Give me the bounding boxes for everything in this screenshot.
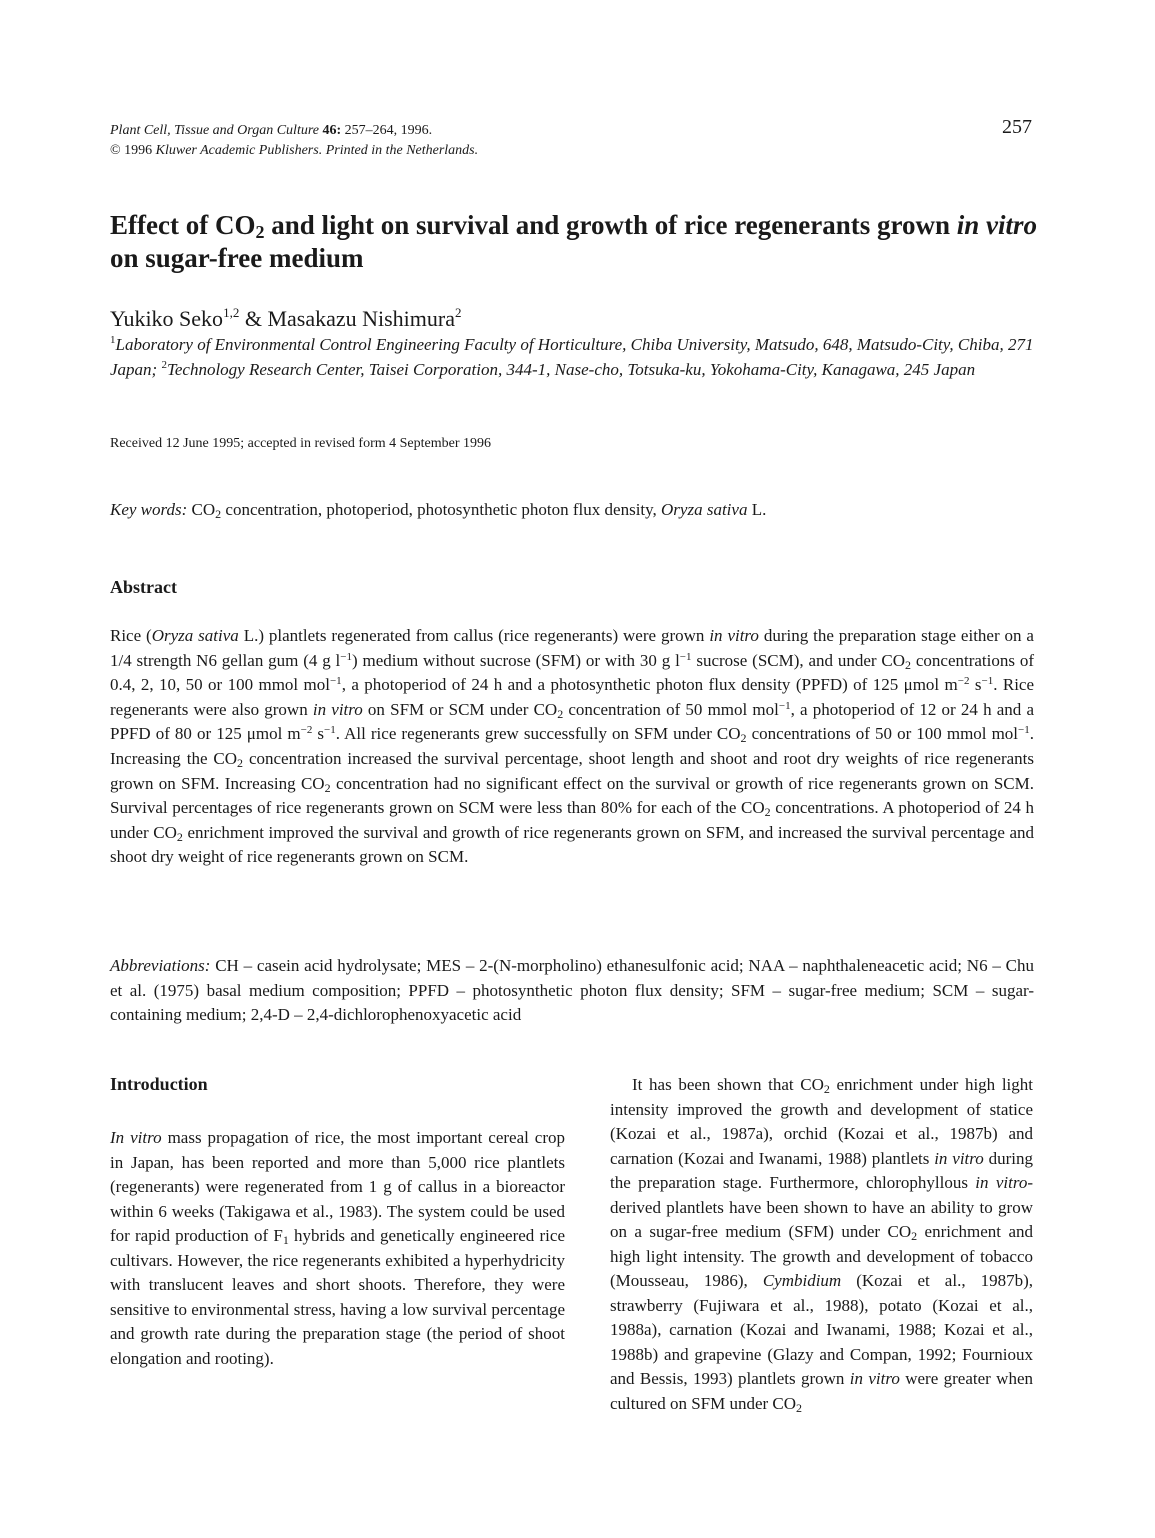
text-segment: enrichment and high light intensity. The growth and development of tobacco (Mousseau, 1986), <box>610 1222 1033 1290</box>
title-part2: and light on survival and growth of rice regenerants grown <box>264 210 957 240</box>
text-segment: 1 <box>282 1233 289 1247</box>
journal-citation <box>110 121 810 161</box>
journal-volume: 46: <box>322 123 342 138</box>
introduction-heading: Introduction <box>110 1074 208 1094</box>
text-segment: −1 <box>329 675 342 688</box>
text-segment: 2 <box>740 731 747 746</box>
text-segment: -derived plantlets have been shown to have an ability to grow on a sugar-free medium (SFM) under CO <box>610 1173 1033 1241</box>
text-segment: , a photoperiod of 12 or 24 h and a PPFD of 80 or 125 μmol m <box>110 699 1034 744</box>
text-segment: L.) plantlets regenerated from callus (rice regenerants) were grown <box>238 626 710 645</box>
author-list <box>110 305 1030 333</box>
text-segment: enrichment under high light intensity improved the growth and development of statice (Kozai et al., 1987a), orchid (Kozai et al., 1987b) and carnation (Kozai and Iwanami, 1988) plantlets <box>610 1075 1033 1168</box>
text-segment: ) medium without sucrose (SFM) or with 30 g l <box>352 650 680 670</box>
text-segment: −1 <box>324 724 336 737</box>
text-segment: It has been shown that CO <box>632 1075 824 1094</box>
keywords-text-1: CO <box>187 500 216 519</box>
author-2: Masakazu Nishimura <box>267 306 455 331</box>
journal-pages: 257–264, 1996. <box>344 123 433 138</box>
text-segment: 2 <box>796 1400 803 1415</box>
paper-title <box>110 209 1060 275</box>
author-1-affiliation: 1,2 <box>223 305 240 320</box>
text-segment: In vitro <box>110 1128 162 1147</box>
text-segment: −1 <box>340 650 352 663</box>
text-segment: 2 <box>911 1229 918 1243</box>
text-segment: 2 <box>237 755 244 770</box>
text-segment: enrichment improved the survival and growth of rice regenerants grown on SFM, and increased the survival percentage and shoot dry weight of rice regenerants grown on SCM. <box>110 822 1034 867</box>
text-segment: concentrations. A photoperiod of 24 h under CO <box>110 798 1035 842</box>
received-dates: Received 12 June 1995; accepted in revised form 4 September 1996 <box>110 436 491 451</box>
keywords <box>110 498 1040 522</box>
text-segment: (Kozai et al., 1987b), strawberry (Fujiwara et al., 1988), potato (Kozai et al., 1988a), carnation (Kozai and Iwanami, 1988; Kozai et al., 1988b) and grapevine (Glazy and Compan, 1992; Fournioux and Bessis, 1993) plantlets grown <box>610 1271 1033 1388</box>
text-segment: Rice ( <box>110 626 152 645</box>
text-segment: 2 <box>557 706 564 721</box>
journal-name: Plant Cell, Tissue and Organ Culture <box>110 123 319 138</box>
copyright-year: 1996 <box>124 143 153 158</box>
copyright-symbol: © <box>110 143 121 158</box>
text-segment: in vitro <box>849 1369 900 1388</box>
text-segment: mass propagation of rice, the most important cereal crop in Japan, has been reported and more than 5,000 rice plantlets (regenerants) were regenerated from 1 g of callus in a bioreactor within 6 weeks (Takigawa et al., 1983). The system could be used for rapid production of F <box>110 1128 566 1245</box>
abbreviations <box>110 954 1034 1028</box>
text-segment: . All rice regenerants grew successfully on SFM under CO <box>335 724 741 744</box>
text-segment: concentration of 50 mmol mol <box>563 699 779 719</box>
text-segment: concentrations of 50 or 100 mmol mol <box>746 724 1019 744</box>
text-segment: −1 <box>1018 724 1030 737</box>
affiliation-2: Technology Research Center, Taisei Corporation, 344-1, Nase-cho, Totsuka-ku, Yokohama-City, Kanagawa, 245 Japan <box>166 359 976 379</box>
text-segment: concentrations of 0.4, 2, 10, 50 or 100 mmol mol <box>110 650 1034 695</box>
text-segment: in vitro <box>312 699 363 719</box>
title-subscript: 2 <box>255 222 265 242</box>
text-segment: −1 <box>679 650 692 663</box>
text-segment: sucrose (SCM), and under CO <box>691 650 906 670</box>
affiliations <box>110 333 1050 382</box>
text-segment: during the preparation stage either on a 1/4 strength N6 gellan gum (4 g l <box>110 626 1034 670</box>
affiliation-2-marker: 2 <box>161 358 167 371</box>
title-part3: on sugar-free medium <box>110 243 364 273</box>
title-part1: Effect of CO <box>110 210 256 240</box>
text-segment: s <box>969 675 982 695</box>
title-italic: in vitro <box>956 210 1037 240</box>
page-number: 257 <box>1002 116 1032 138</box>
text-segment: 2 <box>823 1082 830 1096</box>
keywords-species: Oryza sativa <box>661 500 748 519</box>
keywords-label: Key words: <box>110 500 188 519</box>
keywords-subscript: 2 <box>215 507 222 521</box>
introduction-left-column <box>110 1126 565 1371</box>
text-segment: on SFM or SCM under CO <box>362 699 558 719</box>
publisher: Kluwer Academic Publishers. <box>155 143 323 158</box>
text-segment: Oryza sativa <box>151 626 239 645</box>
text-segment: Cymbidium <box>762 1271 842 1290</box>
abstract-heading: Abstract <box>110 577 177 597</box>
abbreviations-label: Abbreviations: <box>110 956 211 975</box>
text-segment: in vitro <box>709 626 759 645</box>
text-segment: during the preparation stage. Furthermore, chlorophyllous <box>610 1148 1033 1192</box>
text-segment: −2 <box>300 724 313 737</box>
introduction-right-column <box>610 1073 1033 1416</box>
text-segment: concentration increased the survival percentage, shoot length and shoot and root dry weights of rice regenerants grown on SFM. Increasing CO <box>110 748 1035 793</box>
printed-location: Printed in the Netherlands. <box>325 143 479 158</box>
text-segment: hybrids and genetically engineered rice cultivars. However, the rice regenerants exhibited a hyperhydricity with translucent leaves and short shoots. Therefore, they were sensitive to environmental stress, having a low survival percentage and growth rate during the preparation stage (the period of shoot elongation and rooting). <box>110 1226 565 1368</box>
text-segment: . Increasing the CO <box>110 724 1034 768</box>
author-1: Yukiko Seko <box>110 306 224 331</box>
abbreviations-text: CH – casein acid hydrolysate; MES – 2-(N-morpholino) ethanesulfonic acid; NAA – naphthaleneacetic acid; N6 – Chu et al. (1975) basal medium composition; PPFD – photosynthetic photon flux density; SFM – sugar-free medium; SCM – sugar-containing medium; 2,4-D – 2,4-dichlorophenoxyacetic acid <box>110 956 1034 1025</box>
affiliation-1-marker: 1 <box>110 334 116 346</box>
author-separator: & <box>239 306 268 331</box>
keywords-text-3: L. <box>747 500 767 519</box>
abstract-body <box>110 624 1034 870</box>
text-segment: s <box>312 724 325 744</box>
text-segment: 2 <box>905 657 912 672</box>
text-segment: . Rice regenerants were also grown <box>110 675 1035 719</box>
text-segment: 2 <box>324 780 331 795</box>
text-segment: were greater when cultured on SFM under CO <box>610 1369 1033 1413</box>
journal-line <box>110 121 810 141</box>
text-segment: 2 <box>764 805 771 820</box>
text-segment: −1 <box>778 699 791 712</box>
author-2-affiliation: 2 <box>455 305 462 320</box>
text-segment: , a photoperiod of 24 h and a photosynthetic photon flux density (PPFD) of 125 μmol m <box>341 675 958 695</box>
text-segment: concentration had no significant effect on the survival or growth of rice regenerants grown on SCM. Survival percentages of rice regenerants grown on SCM were less than 80% for each of the CO <box>110 773 1034 818</box>
text-segment: in vitro <box>975 1173 1028 1192</box>
text-segment: −2 <box>957 675 970 688</box>
text-segment: −1 <box>981 675 994 688</box>
copyright-line <box>110 141 810 161</box>
text-segment: in vitro <box>934 1148 984 1168</box>
affiliation-1: Laboratory of Environmental Control Engineering Faculty of Horticulture, Chiba University, Matsudo, 648, Matsudo-City, Chiba, 271 Japan; <box>110 335 1034 379</box>
text-segment: 2 <box>176 829 183 844</box>
keywords-text-2: concentration, photoperiod, photosynthetic photon flux density, <box>221 500 662 519</box>
